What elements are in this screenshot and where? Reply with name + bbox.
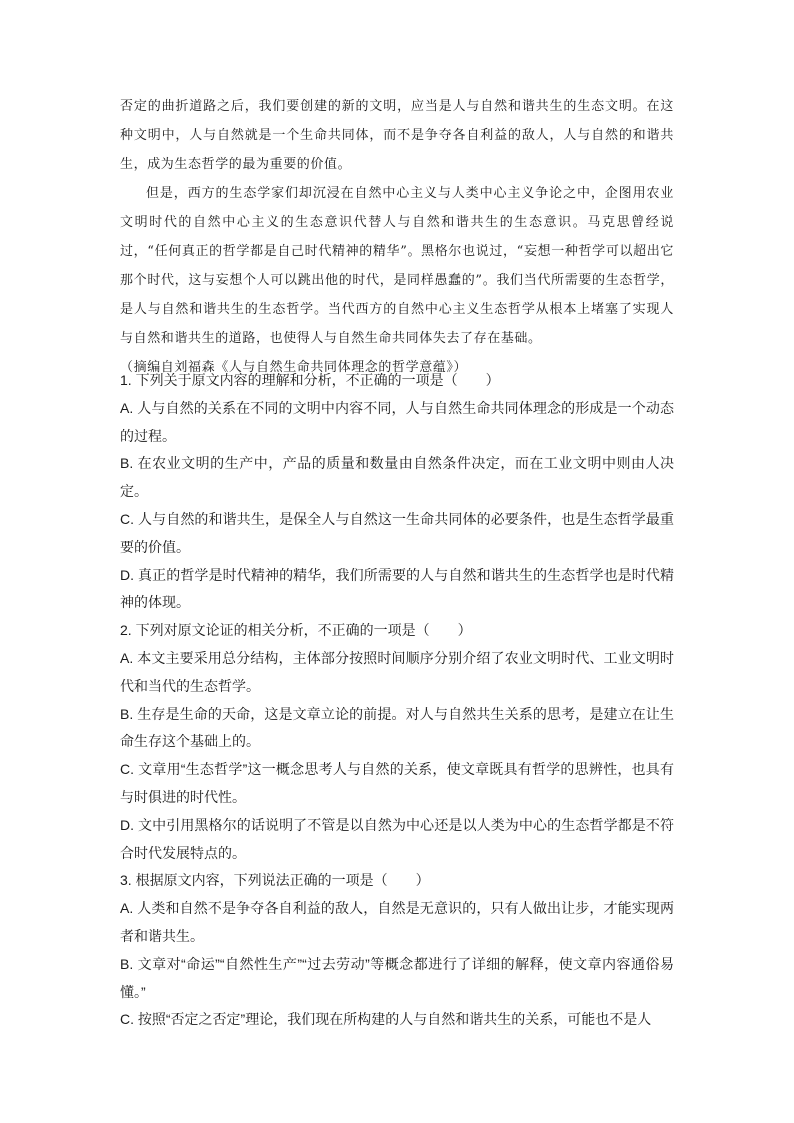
question-list: [120, 367, 674, 1034]
question-3-stem: 3. 根据原文内容，下列说法正确的一项是（ ）: [120, 872, 430, 889]
question-2-option-c: C. 文章用“生态哲学”这一概念思考人与自然的关系，使文章既具有哲学的思辨性，也具有与时俱进的时代性。: [120, 761, 674, 805]
question-1-option-d: D. 真正的哲学是时代精神的精华，我们所需要的人与自然和谐共生的生态哲学也是时代精神的体现。: [120, 566, 674, 611]
question-3-option-b: B. 文章对“命运”“自然性生产”“过去劳动”等概念都进行了详细的解释，使文章内容通俗易懂。”: [120, 955, 674, 1000]
question-2-option-a: A. 本文主要采用总分结构，主体部分按照时间顺序分别介绍了农业文明时代、工业文明时代和当代的生态哲学。: [120, 649, 674, 694]
passage-paragraph-1: 否定的曲折道路之后，我们要创建的新的文明，应当是人与自然和谐共生的生态文明。在这种文明中，人与自然就是一个生命共同体，而不是争夺各自利益的敌人，人与自然的和谐共生，成为生态哲学的最为重要的价值。: [120, 99, 674, 172]
question-1-stem: 1. 下列关于原文内容的理解和分析，不正确的一项是（ ）: [120, 372, 500, 388]
passage-source: （摘编自刘福森《人与自然生命共同体理念的哲学意蕴》）: [120, 360, 468, 375]
question-1-option-b: B. 在农业文明的生产中，产品的质量和数量由自然条件决定，而在工业文明中则由人决定。: [120, 455, 674, 500]
question-2-stem: 2. 下列对原文论证的相关分析，不正确的一项是（ ）: [120, 622, 472, 639]
question-3-option-a: A. 人类和自然不是争夺各自利益的敌人，自然是无意识的，只有人做出让步，才能实现两者和谐共生。: [120, 900, 674, 944]
question-3-option-c: C. 按照“否定之否定”理论，我们现在所构建的人与自然和谐共生的关系，可能也不是人: [120, 1011, 652, 1028]
question-1-option-c: C. 人与自然的和谐共生，是保全人与自然这一生命共同体的必要条件，也是生态哲学最重要的价值。: [120, 510, 674, 555]
question-2-option-d: D. 文中引用黑格尔的话说明了不管是以自然为中心还是以人类为中心的生态哲学都是不符合时代发展特点的。: [120, 816, 674, 861]
passage-paragraph-2: 但是，西方的生态学家们却沉浸在自然中心主义与人类中心主义争论之中，企图用农业文明时代的自然中心主义的生态意识代替人与自然和谐共生的生态意识。马克思曾经说过，“任何真正的哲学都是自己时代精神的精华”。黑格尔也说过，“妄想一种哲学可以超出它那个时代，这与妄想个人可以跳出他的时代，是同样愚蠢的”。我们当代所需要的生态哲学，是人与自然和谐共生的生态哲学。当代西方的自然中心主义生态哲学从根本上堵塞了实现人与自然和谐共生的道路，也使得人与自然生命共同体失去了存在基础。: [120, 186, 674, 346]
reading-passage: [120, 92, 674, 382]
question-2-option-b: B. 生存是生命的天命，这是文章立论的前提。对人与自然共生关系的思考，是建立在让生命生存这个基础上的。: [120, 705, 674, 750]
question-1-option-a: A. 人与自然的关系在不同的文明中内容不同，人与自然生命共同体理念的形成是一个动态的过程。: [120, 399, 674, 444]
